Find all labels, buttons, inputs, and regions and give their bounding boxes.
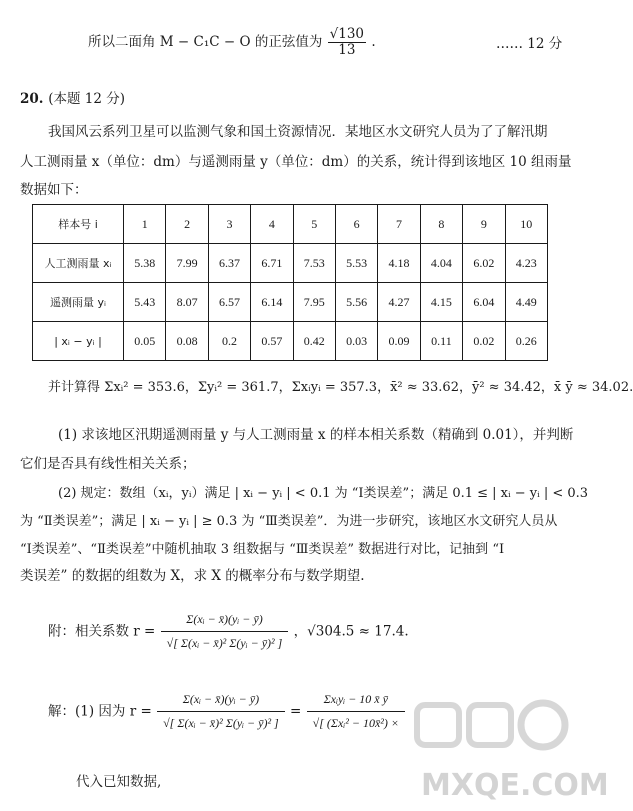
solution-fraction-1 (157, 688, 285, 735)
table-cell: 2 (166, 205, 208, 244)
table-cell: 6.02 (463, 244, 505, 283)
table-cell: 0.02 (463, 322, 505, 361)
table-cell: 6.14 (251, 283, 293, 322)
table-cell: 6.37 (208, 244, 250, 283)
problem-points: (本题 12 分) (48, 91, 125, 107)
question-1-line-1: (1) 求该地区汛期遥测雨量 y 与人工测雨量 x 的样本相关系数（精确到 0.01），并判断 (58, 427, 574, 443)
table-cell: 6.04 (463, 283, 505, 322)
question-2-line-1: (2) 规定：数组（xᵢ，yᵢ）满足 | xᵢ − yᵢ | < 0.1 为 “Ⅰ类误差”；满足 0.1 ≤ | xᵢ − yᵢ | < 0.3 (58, 486, 589, 501)
problem-number: 20. (20, 91, 44, 107)
table-cell: 0.57 (251, 322, 293, 361)
table-cell: 6.71 (251, 244, 293, 283)
row-label: 人工测雨量 xᵢ (33, 244, 124, 283)
table-cell: 4.49 (505, 283, 547, 322)
table-cell: 5.38 (124, 244, 166, 283)
period: . (371, 34, 376, 50)
table-cell: 8.07 (166, 283, 208, 322)
question-1-line-2: 它们是否具有线性相关关系； (20, 456, 196, 472)
table-cell: 9 (463, 205, 505, 244)
table-cell: 10 (505, 205, 547, 244)
previous-answer-line (88, 27, 376, 58)
question-2-line-3: “Ⅰ类误差”、“Ⅱ类误差”中随机抽取 3 组数据与 “Ⅲ类误差” 数据进行对比，记抽到 “Ⅰ (20, 542, 505, 557)
table-cell: 0.09 (378, 322, 420, 361)
previous-answer-fraction (328, 27, 366, 58)
solution-fraction-2 (307, 688, 405, 735)
row-label: | xᵢ − yᵢ | (33, 322, 124, 361)
appendix-label: 附：相关系数 r = (48, 623, 156, 640)
table-cell: 5.56 (335, 283, 377, 322)
table-cell: 0.05 (124, 322, 166, 361)
solution-numerator-2: Σxᵢyᵢ − 10 x̄ ȳ (307, 688, 405, 712)
solution-line-after: 代入已知数据, (76, 774, 162, 790)
table-cell: 4.15 (420, 283, 462, 322)
sums-line: 并计算得 Σxᵢ² = 353.6，Σyᵢ² = 361.7，Σxᵢyᵢ = 357.3，x̄² ≈ 33.62，ȳ² ≈ 34.42，x̄ ȳ ≈ 34.02. (48, 380, 633, 395)
table-cell: 5.43 (124, 283, 166, 322)
table-cell: 4.27 (378, 283, 420, 322)
table-cell: 0.42 (293, 322, 335, 361)
solution-numerator-1: Σ(xᵢ − x̄)(yᵢ − ȳ) (157, 688, 285, 712)
correlation-numerator: Σ(xᵢ − x̄)(yᵢ − ȳ) (161, 608, 289, 632)
table-cell: 3 (208, 205, 250, 244)
table-cell: 6.57 (208, 283, 250, 322)
table-cell: 0.2 (208, 322, 250, 361)
sample-id-row (33, 205, 548, 244)
table-cell: 8 (420, 205, 462, 244)
question-2-line-2: 为 “Ⅱ类误差”；满足 | xᵢ − yᵢ | ≥ 0.3 为 “Ⅲ类误差”．为进一步研究，该地区水文研究人员从 (20, 514, 558, 529)
solution-label: 解：(1) 因为 r = (48, 703, 152, 720)
equals-sign: = (290, 703, 302, 720)
table-cell: 6 (335, 205, 377, 244)
table-cell: 7.95 (293, 283, 335, 322)
table-cell: 0.11 (420, 322, 462, 361)
table-cell: 7 (378, 205, 420, 244)
table-cell: 7.53 (293, 244, 335, 283)
table-cell: 0.03 (335, 322, 377, 361)
difference-row (33, 322, 548, 361)
intro-line-2: 人工测雨量 x（单位：dm）与遥测雨量 y（单位：dm）的关系，统计得到该地区 10 组雨量 (20, 154, 572, 170)
watermark-text: MXQE.COM (421, 768, 609, 803)
correlation-denominator: √[ Σ(xᵢ − x̄)² Σ(yᵢ − ȳ)² ] (166, 636, 283, 650)
row-label: 遥测雨量 yᵢ (33, 283, 124, 322)
appendix-extra: ，√304.5 ≈ 17.4. (293, 623, 409, 640)
intro-line-3: 数据如下： (20, 182, 88, 198)
solution-denominator-2: √[ (Σxᵢ² − 10x̄²) × (312, 716, 399, 730)
row-label: 样本号 i (33, 205, 124, 244)
table-cell: 0.26 (505, 322, 547, 361)
table-cell: 4.23 (505, 244, 547, 283)
table-cell: 1 (124, 205, 166, 244)
table-cell: 4.18 (378, 244, 420, 283)
manual-rainfall-row (33, 244, 548, 283)
site-watermark-logo (411, 697, 609, 807)
appendix-formula (48, 608, 409, 655)
fraction-numerator: √130 (329, 26, 365, 42)
correlation-formula (161, 608, 289, 655)
problem-header (20, 89, 125, 109)
table-cell: 4.04 (420, 244, 462, 283)
solution-denominator-1: √[ Σ(xᵢ − x̄)² Σ(yᵢ − ȳ)² ] (163, 716, 279, 730)
table-cell: 4 (251, 205, 293, 244)
remote-rainfall-row (33, 283, 548, 322)
rainfall-data-table (32, 204, 548, 361)
solution-formula (48, 688, 406, 735)
question-2-line-4: 类误差” 的数据的组数为 X，求 X 的概率分布与数学期望. (20, 568, 365, 584)
table-cell: 5.53 (335, 244, 377, 283)
previous-answer-text: 所以二面角 M − C₁C − O 的正弦值为 (88, 34, 323, 50)
score-marker: …… 12 分 (496, 36, 563, 52)
fraction-denominator: 13 (338, 42, 356, 58)
table-cell: 0.08 (166, 322, 208, 361)
table-cell: 7.99 (166, 244, 208, 283)
intro-line-1: 我国风云系列卫星可以监测气象和国土资源情况．某地区水文研究人员为了了解汛期 (48, 124, 548, 140)
table-cell: 5 (293, 205, 335, 244)
